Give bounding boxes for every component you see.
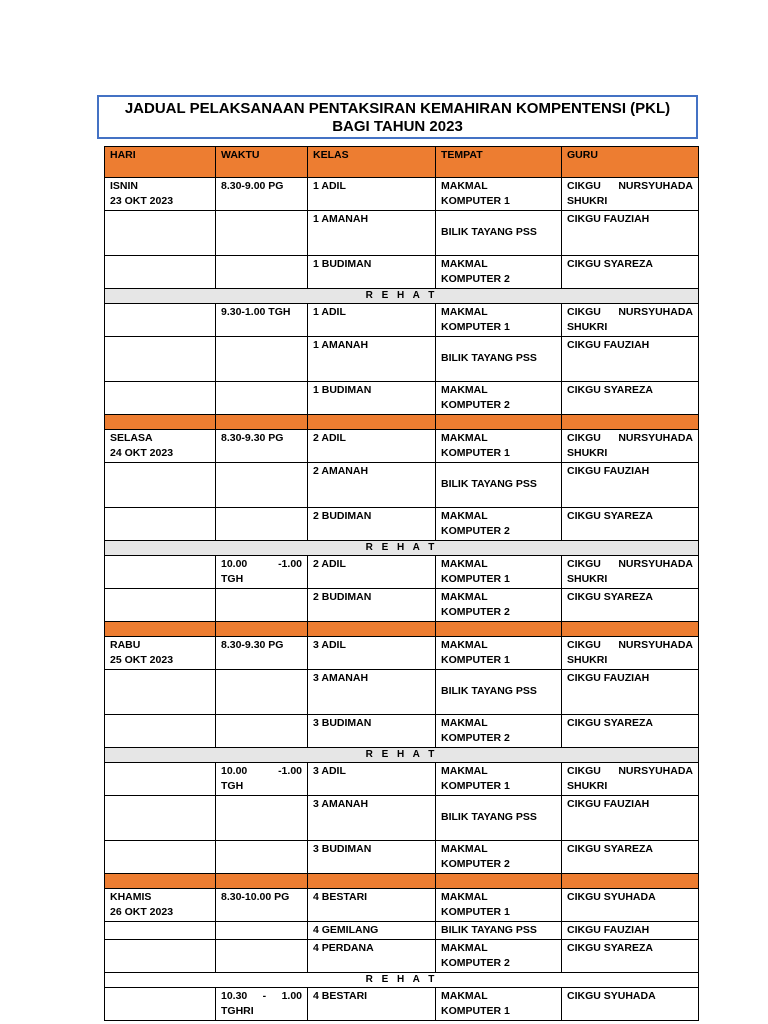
teacher-cell: CIKGU NURSYUHADA SHUKRI [562,304,699,337]
teacher-cell: CIKGU NURSYUHADA SHUKRI [562,178,699,211]
class-cell: 1 BUDIMAN [308,256,436,289]
class-cell: 1 ADIL [308,178,436,211]
table-row [105,841,699,874]
place-cell: MAKMAL KOMPUTER 1 [436,304,562,337]
place-cell: BILIK TAYANG PSS [436,670,562,715]
time-cell: 8.30-9.30 PG [216,637,308,670]
teacher-cell: CIKGU FAUZIAH [562,463,699,508]
day-cell [105,637,216,670]
day-name: ISNIN [110,180,139,192]
day-separator [105,622,699,637]
place-cell: MAKMAL KOMPUTER 2 [436,508,562,541]
place-cell: MAKMAL KOMPUTER 2 [436,382,562,415]
time-cell: 10.00 -1.00 TGH [216,763,308,796]
class-cell: 2 BUDIMAN [308,589,436,622]
teacher-cell: CIKGU SYAREZA [562,589,699,622]
teacher-cell: CIKGU FAUZIAH [562,670,699,715]
class-cell: 3 ADIL [308,637,436,670]
header-waktu: WAKTU [216,147,308,178]
teacher-cell: CIKGU SYAREZA [562,715,699,748]
teacher-cell: CIKGU SYUHADA [562,889,699,922]
class-cell: 3 AMANAH [308,796,436,841]
table-row [105,463,699,508]
table-row [105,670,699,715]
table-row [105,715,699,748]
teacher-cell: CIKGU SYAREZA [562,841,699,874]
class-cell: 4 PERDANA [308,940,436,973]
teacher-cell: CIKGU FAUZIAH [562,337,699,382]
day-name: KHAMIS [110,891,152,903]
day-cell [105,430,216,463]
place-cell: MAKMAL KOMPUTER 1 [436,178,562,211]
table-row [105,430,699,463]
table-row [105,796,699,841]
table-row [105,988,699,1021]
class-cell: 3 ADIL [308,763,436,796]
header-hari: HARI [105,147,216,178]
teacher-cell: CIKGU SYAREZA [562,256,699,289]
class-cell: 1 BUDIMAN [308,382,436,415]
teacher-cell: CIKGU SYUHADA [562,988,699,1021]
table-row [105,337,699,382]
teacher-cell: CIKGU NURSYUHADA SHUKRI [562,763,699,796]
rehat-row: R E H A T [105,541,699,556]
document-title [97,95,698,139]
place-cell: MAKMAL KOMPUTER 1 [436,556,562,589]
class-cell: 3 AMANAH [308,670,436,715]
day-separator [105,874,699,889]
class-cell: 4 BESTARI [308,889,436,922]
rehat-row: R E H A T [105,748,699,763]
table-row [105,940,699,973]
table-row [105,178,699,211]
class-cell: 2 ADIL [308,556,436,589]
table-row [105,508,699,541]
time-cell: 8.30-10.00 PG [216,889,308,922]
teacher-cell: CIKGU NURSYUHADA SHUKRI [562,637,699,670]
place-cell: MAKMAL KOMPUTER 2 [436,940,562,973]
class-cell: 1 AMANAH [308,211,436,256]
time-cell: 8.30-9.00 PG [216,178,308,211]
place-cell: BILIK TAYANG PSS [436,463,562,508]
teacher-cell: CIKGU SYAREZA [562,508,699,541]
rehat-row: R E H A T [105,973,699,988]
place-cell: MAKMAL KOMPUTER 1 [436,430,562,463]
header-guru: GURU [562,147,699,178]
class-cell: 4 BESTARI [308,988,436,1021]
table-row [105,211,699,256]
table-row [105,556,699,589]
place-cell: BILIK TAYANG PSS [436,922,562,940]
day-date: 23 OKT 2023 [110,195,174,207]
rehat-row: R E H A T [105,289,699,304]
time-cell: 10.30 - 1.00 TGHRI [216,988,308,1021]
place-cell: MAKMAL KOMPUTER 2 [436,256,562,289]
class-cell: 3 BUDIMAN [308,715,436,748]
place-cell: BILIK TAYANG PSS [436,211,562,256]
table-row [105,589,699,622]
table-row [105,256,699,289]
class-cell: 2 ADIL [308,430,436,463]
day-cell [105,178,216,211]
time-cell: 9.30-1.00 TGH [216,304,308,337]
title-line-1: JADUAL PELAKSANAAN PENTAKSIRAN KEMAHIRAN KOMPENTENSI (PKL) [124,100,671,117]
place-cell: BILIK TAYANG PSS [436,796,562,841]
day-date: 24 OKT 2023 [110,447,174,459]
place-cell: MAKMAL KOMPUTER 2 [436,841,562,874]
place-cell: MAKMAL KOMPUTER 1 [436,763,562,796]
time-cell: 10.00 -1.00 TGH [216,556,308,589]
place-cell: MAKMAL KOMPUTER 1 [436,988,562,1021]
teacher-cell: CIKGU NURSYUHADA SHUKRI [562,430,699,463]
table-row [105,889,699,922]
class-cell: 1 ADIL [308,304,436,337]
teacher-cell: CIKGU SYAREZA [562,940,699,973]
place-cell: MAKMAL KOMPUTER 1 [436,637,562,670]
place-cell: MAKMAL KOMPUTER 2 [436,715,562,748]
class-cell: 3 BUDIMAN [308,841,436,874]
day-name: SELASA [110,432,153,444]
place-cell: MAKMAL KOMPUTER 1 [436,889,562,922]
class-cell: 4 GEMILANG [308,922,436,940]
teacher-cell: CIKGU FAUZIAH [562,211,699,256]
table-row [105,382,699,415]
day-separator [105,415,699,430]
day-date: 25 OKT 2023 [110,654,174,666]
title-line-2: BAGI TAHUN 2023 [332,118,463,135]
header-tempat: TEMPAT [436,147,562,178]
table-header-row [105,147,699,178]
table-row [105,304,699,337]
teacher-cell: CIKGU FAUZIAH [562,922,699,940]
schedule-table [104,146,699,1021]
header-kelas: KELAS [308,147,436,178]
day-cell [105,889,216,922]
day-name: RABU [110,639,141,651]
teacher-cell: CIKGU SYAREZA [562,382,699,415]
table-row [105,763,699,796]
place-cell: MAKMAL KOMPUTER 2 [436,589,562,622]
teacher-cell: CIKGU NURSYUHADA SHUKRI [562,556,699,589]
class-cell: 2 BUDIMAN [308,508,436,541]
time-cell: 8.30-9.30 PG [216,430,308,463]
table-row [105,922,699,940]
table-row [105,637,699,670]
place-cell: BILIK TAYANG PSS [436,337,562,382]
day-date: 26 OKT 2023 [110,906,174,918]
class-cell: 1 AMANAH [308,337,436,382]
teacher-cell: CIKGU FAUZIAH [562,796,699,841]
class-cell: 2 AMANAH [308,463,436,508]
